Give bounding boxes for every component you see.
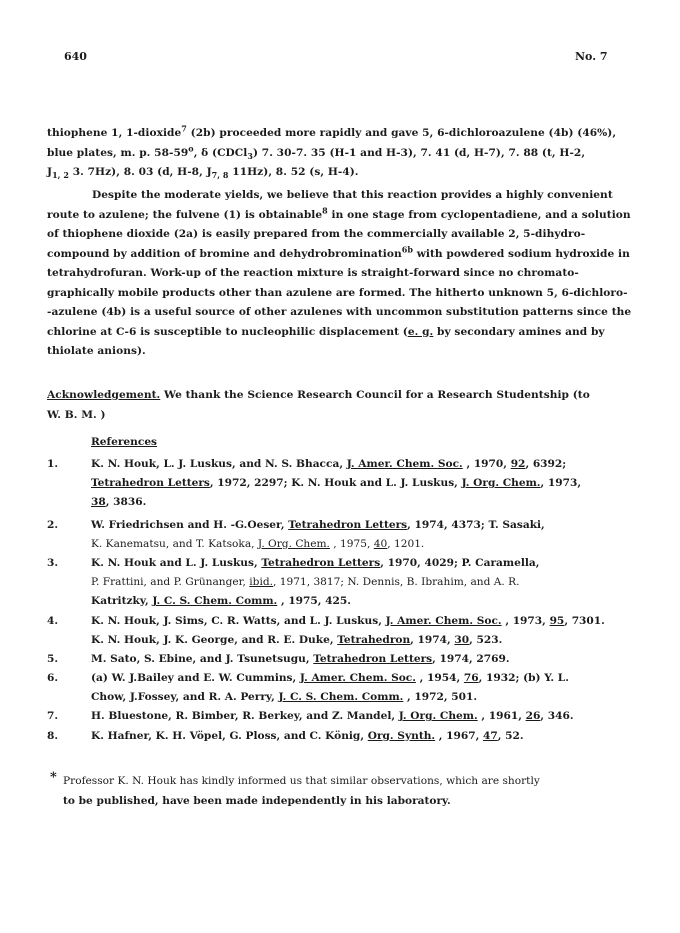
text-line: Professor K. N. Houk has kindly informed us that similar observations, which are shortly — [63, 775, 540, 787]
issue-number: No. 7 — [575, 50, 608, 63]
reference-1: 1. K. N. Houk, L. J. Luskus, and N. S. Bhacca, J. Amer. Chem. Soc. , 1970, 92, 6392; Tetrahedron Letters, 1972, 2297; K. N. Houk and L. J. Luskus, J. Org. Chem., 1973, 38, 3836. — [47, 458, 582, 509]
text-line: to be published, have been made independently in his laboratory. — [63, 794, 451, 807]
reference-list — [47, 455, 647, 746]
text-line: thiolate anions). — [47, 345, 146, 357]
text-line: W. B. M. ) — [47, 408, 106, 421]
text-line: thiophene 1, 1-dioxide$^7$ (2b) proceeded more rapidly and gave 5, 6-dichloroazulene (4b) (46%), — [47, 123, 617, 139]
text-line: Despite the moderate yields, we believe that this reaction provides a highly convenient — [92, 189, 613, 201]
reference-5: 5. M. Sato, S. Ebine, and J. Tsunetsugu, Tetrahedron Letters, 1974, 2769. — [47, 652, 510, 665]
reference-6: 6. (a) W. J.Bailey and E. W. Cummins, J. Amer. Chem. Soc. , 1954, 76, 1932; (b) Y. L. Chow, J.Fossey, and R. A. Perry, J. C. S. Chem. Comm. , 1972, 501. — [47, 672, 569, 704]
text-line: graphically mobile products other than azulene are formed. The hitherto unknown 5, 6-dichloro- — [47, 286, 628, 299]
text-line: chlorine at C-6 is susceptible to nucleophilic displacement (e. g. by secondary amines and by — [47, 325, 605, 338]
acknowledgement-heading: Acknowledgement. — [47, 389, 161, 401]
paragraph-continued — [47, 124, 637, 183]
text-line: blue plates, m. p. 58-59$^o$, δ (CDCl$_3$) 7. 30-7. 35 (H-1 and H-3), 7. 41 (d, H-7), 7. 88 (t, H-2, — [47, 142, 586, 161]
acknowledgement — [47, 386, 637, 425]
text-line: compound by addition of bromine and dehydrobromination$^{6b}$ with powdered sodium hydroxide in — [47, 243, 630, 260]
text-line: route to azulene; the fulvene (1) is obtainable$^8$ in one stage from cyclopentadiene, and a solution — [47, 204, 631, 221]
reference-4: 4. K. N. Houk, J. Sims, C. R. Watts, and L. J. Luskus, J. Amer. Chem. Soc. , 1973, 95, 7301. K. N. Houk, J. K. George, and R. E. Duke, Tetrahedron, 1974, 30, 523. — [47, 614, 605, 646]
text-line: Acknowledgement. We thank the Science Research Council for a Research Studentship (to — [47, 389, 590, 401]
page-number: 640 — [64, 50, 87, 63]
footnote-marker: * — [50, 770, 57, 785]
text-line: $J_{1, 2}$ 3. 7Hz), 8. 03 (d, H-8, $J_{7, 8}$ 11Hz), 8. 52 (s, H-4). — [47, 166, 359, 181]
footnote — [47, 772, 647, 811]
reference-3: 3. K. N. Houk and L. J. Luskus, Tetrahedron Letters, 1970, 4029; P. Caramella, P. Frattini, and P. Grünanger, ibid., 1971, 3817; N. Dennis, B. Ibrahim, and A. R. Katritzky, J. C. S. Chem. Comm. , 1975, 425. — [47, 556, 540, 608]
references-heading: References — [91, 436, 158, 448]
text-line: tetrahydrofuran. Work-up of the reaction mixture is straight-forward since no chromato- — [47, 267, 579, 279]
text-line: of thiophene dioxide (2a) is easily prepared from the commercially available 2, 5-dihydro- — [47, 228, 586, 240]
reference-7: 7. H. Bluestone, R. Bimber, R. Berkey, and Z. Mandel, J. Org. Chem. , 1961, 26, 346. — [47, 710, 574, 723]
reference-2: 2. W. Friedrichsen and H. -G.Oeser, Tetrahedron Letters, 1974, 4373; T. Sasaki, K. Kanematsu, and T. Katsoka, J. Org. Chem. , 1975, 40, 1201. — [47, 518, 545, 550]
text-line: -azulene (4b) is a useful source of other azulenes with uncommon substitution patterns since the — [47, 306, 632, 318]
paragraph-discussion — [47, 186, 637, 362]
reference-8: 8. K. Hafner, K. H. Vöpel, G. Ploss, and C. König, Org. Synth. , 1967, 47, 52. — [47, 729, 524, 742]
